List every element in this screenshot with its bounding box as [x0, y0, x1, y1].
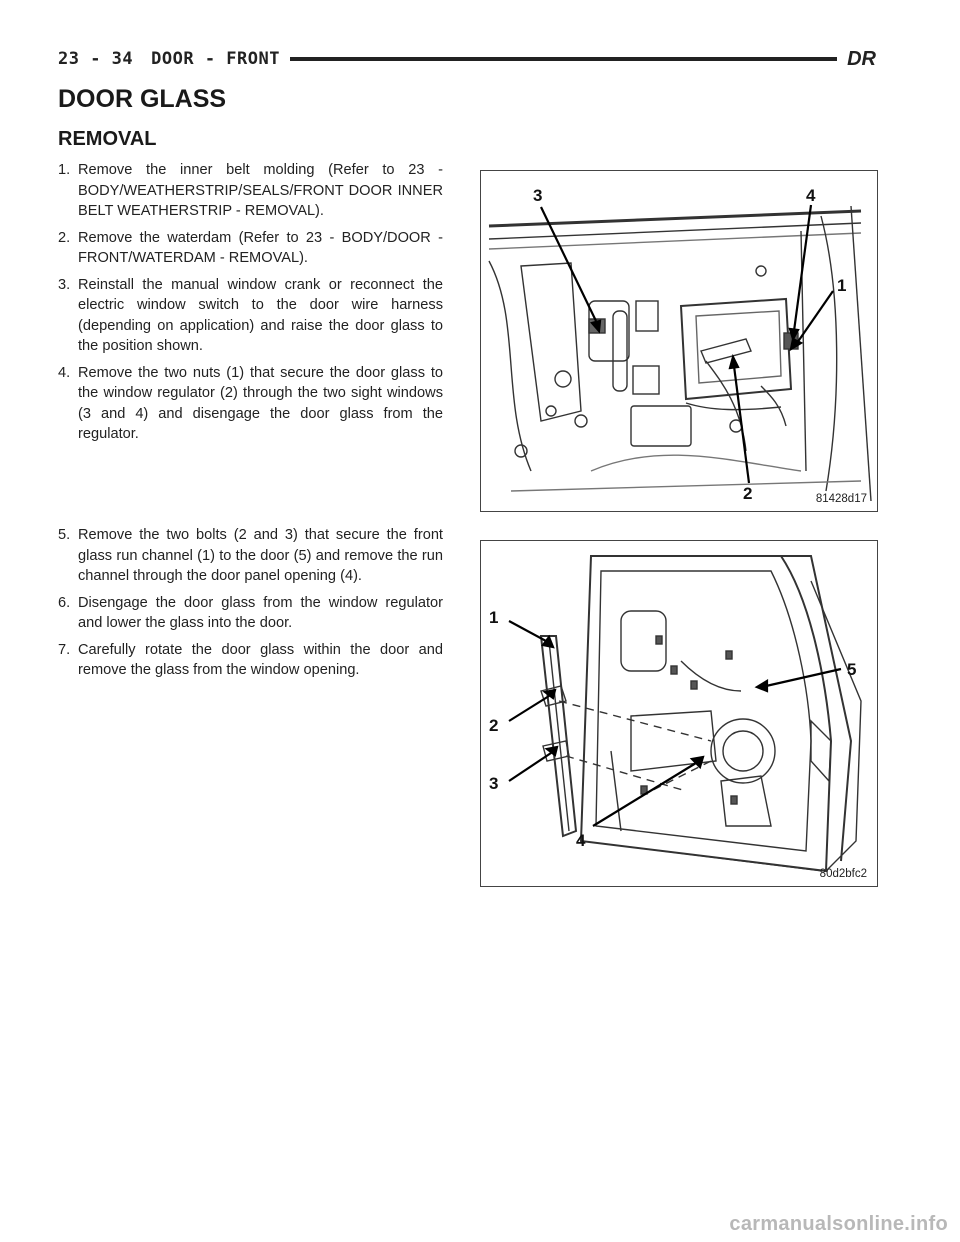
header-rule	[290, 57, 837, 61]
model-code: DR	[847, 47, 876, 70]
figure-glass-run-channel	[480, 540, 878, 887]
step-item	[58, 275, 443, 357]
step-number: 4.	[58, 364, 71, 381]
callout-label: 1	[837, 276, 847, 295]
step-text: Remove the two bolts (2 and 3) that secure the front glass run channel (1) to the door (5) and remove the run channel through the door panel opening (4).	[78, 527, 443, 584]
section-title: DOOR - FRONT	[151, 49, 280, 69]
section-subtitle: REMOVAL	[58, 128, 157, 150]
callout-label: 4	[806, 186, 816, 205]
step-text: Disengage the door glass from the window regulator and lower the glass into the door.	[78, 594, 443, 631]
removal-steps-1	[58, 160, 443, 451]
callout-label: 5	[847, 660, 857, 679]
door-inner-panel-illustration	[481, 171, 877, 511]
step-text: Carefully rotate the door glass within the door and remove the glass from the window opening.	[78, 641, 443, 678]
step-item	[58, 640, 443, 681]
callout-label: 4	[576, 831, 586, 850]
callout-label: 3	[489, 774, 499, 793]
step-text: Remove the inner belt molding (Refer to 23 - BODY/WEATHERSTRIP/SEALS/FRONT DOOR INNER BELT WEATHERSTRIP - REMOVAL).	[78, 162, 443, 219]
watermark: carmanualsonline.info	[729, 1213, 948, 1235]
callout-label: 2	[489, 716, 499, 735]
step-item	[58, 525, 443, 587]
step-number: 1.	[58, 162, 71, 178]
door-shell-illustration	[481, 541, 877, 886]
figure-code: 81428d17	[815, 493, 867, 505]
step-item	[58, 363, 443, 445]
callout-label: 2	[743, 484, 753, 503]
page-title: DOOR GLASS	[58, 85, 227, 113]
figure-code: 80d2bfc2	[819, 868, 867, 880]
step-number: 5.	[58, 527, 71, 543]
step-number: 7.	[58, 641, 71, 658]
page-header	[58, 46, 876, 72]
step-number: 3.	[58, 276, 71, 293]
step-text: Remove the two nuts (1) that secure the door glass to the window regulator (2) through the two sight windows (3 and 4) and disengage the door glass from the regulator.	[78, 364, 443, 442]
step-number: 2.	[58, 229, 71, 246]
callout-label: 1	[489, 608, 499, 627]
step-text: Reinstall the manual window crank or reconnect the electric window switch to the door wire harness (depending on application) and raise the door glass to the position shown.	[78, 276, 443, 354]
step-text: Remove the waterdam (Refer to 23 - BODY/DOOR - FRONT/WATERDAM - REMOVAL).	[78, 229, 443, 266]
removal-steps-2	[58, 525, 443, 687]
step-number: 6.	[58, 594, 71, 611]
step-item	[58, 593, 443, 634]
step-item	[58, 228, 443, 269]
step-item	[58, 160, 443, 222]
page-number: 23 - 34	[58, 49, 134, 69]
figure-door-sight-windows	[480, 170, 878, 512]
callout-label: 3	[533, 186, 543, 205]
